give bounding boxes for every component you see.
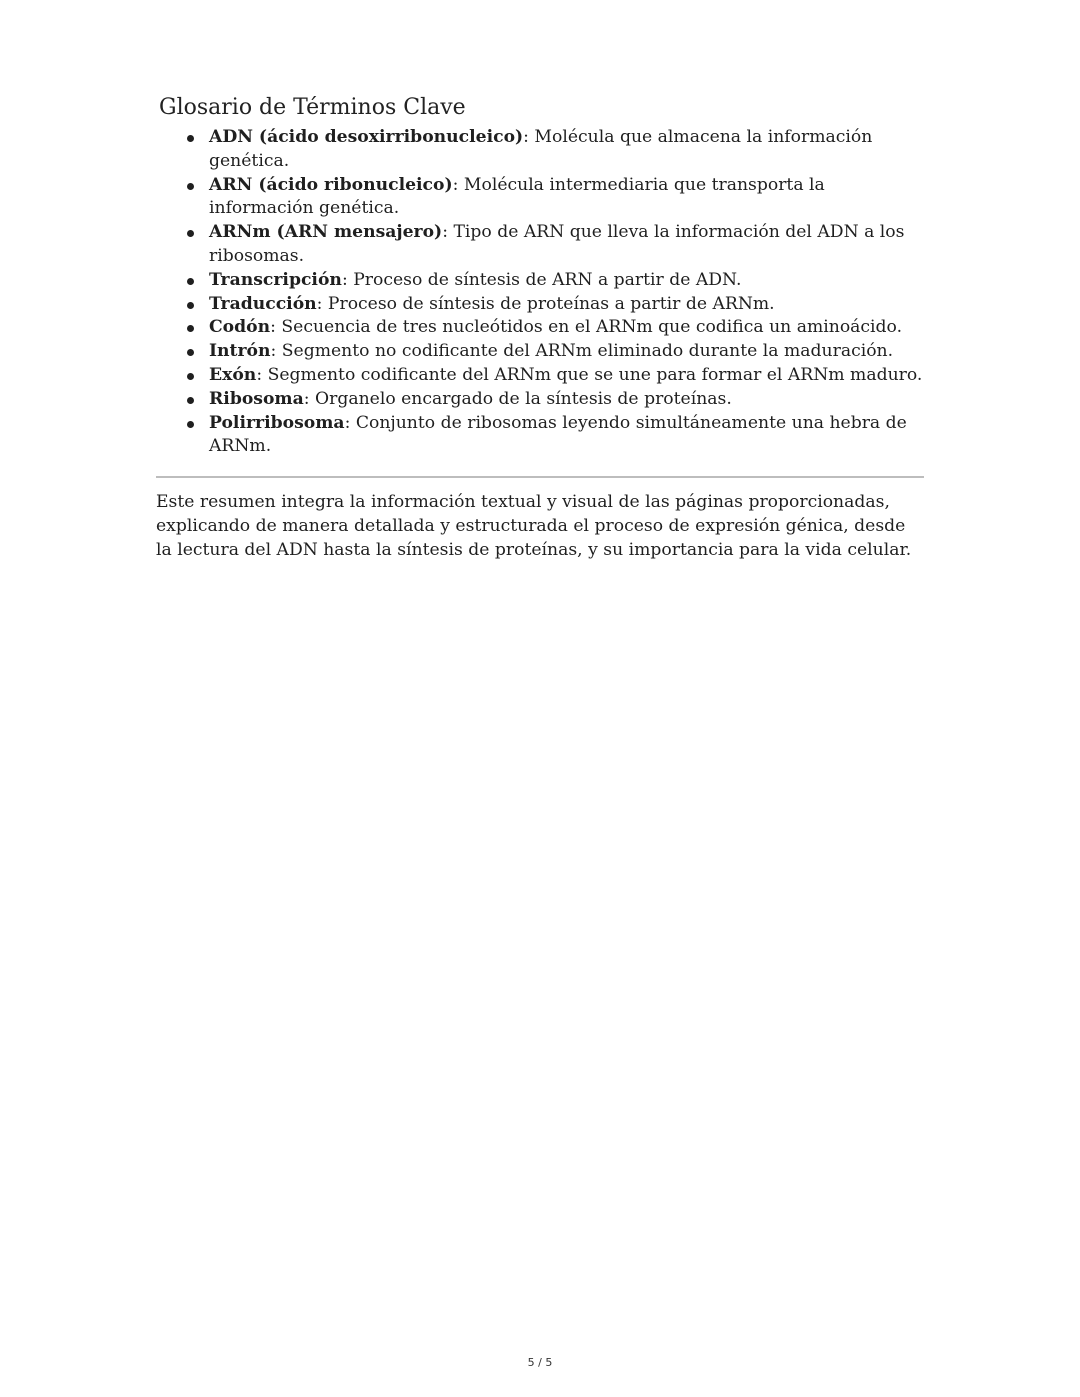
- page-number: 5 / 5: [527, 1356, 553, 1369]
- list-item: [209, 174, 924, 222]
- glossary-term: Intrón: [209, 341, 271, 362]
- glossary-term: Codón: [209, 317, 271, 338]
- list-item: [209, 412, 924, 460]
- glossary-definition: : Segmento no codificante del ARNm eliminado durante la maduración.: [270, 341, 894, 362]
- section-title: Glosario de Términos Clave: [159, 95, 466, 120]
- glossary-term: Polirribosoma: [209, 412, 345, 433]
- glossary-definition: : Secuencia de tres nucleótidos en el ARNm que codifica un aminoácido.: [270, 317, 903, 338]
- horizontal-divider: [156, 476, 924, 478]
- glossary-definition: : Proceso de síntesis de ARN a partir de ADN.: [341, 269, 742, 290]
- list-item: [209, 269, 924, 293]
- glossary-term: Transcripción: [209, 269, 342, 290]
- glossary-list: [156, 126, 924, 459]
- list-item: [209, 340, 924, 364]
- glossary-term: Exón: [209, 364, 257, 385]
- glossary-definition: : Organelo encargado de la síntesis de proteínas.: [303, 388, 732, 409]
- summary-paragraph: Este resumen integra la información textual y visual de las páginas proporcionadas, explicando de manera detallada y estructurada el proceso de expresión génica, desde la lectura del ADN hasta la síntesis de proteínas, y su importancia para la vida celular.: [156, 492, 912, 561]
- list-item: [209, 126, 924, 174]
- list-item: [209, 221, 924, 269]
- glossary-definition: : Conjunto de ribosomas leyendo simultáneamente una hebra de ARNm.: [209, 412, 907, 457]
- glossary-definition: : Molécula intermediaria que transporta la información genética.: [209, 174, 825, 219]
- list-item: [209, 316, 924, 340]
- glossary-term: ADN (ácido desoxirribonucleico): [209, 127, 524, 147]
- glossary-term: Traducción: [209, 293, 317, 314]
- glossary-definition: : Proceso de síntesis de proteínas a partir de ARNm.: [316, 293, 775, 314]
- glossary-term: Ribosoma: [209, 388, 304, 409]
- glossary-definition: : Tipo de ARN que lleva la información del ADN a los ribosomas.: [209, 222, 905, 266]
- glossary-definition: : Molécula que almacena la información genética.: [209, 127, 873, 171]
- glossary-term: ARNm (ARN mensajero): [209, 222, 443, 243]
- list-item: [209, 364, 924, 388]
- list-item: [209, 388, 924, 412]
- list-item: [209, 293, 924, 317]
- document-page: [156, 92, 924, 562]
- glossary-definition: : Segmento codificante del ARNm que se une para formar el ARNm maduro.: [256, 364, 923, 385]
- glossary-term: ARN (ácido ribonucleico): [209, 174, 453, 195]
